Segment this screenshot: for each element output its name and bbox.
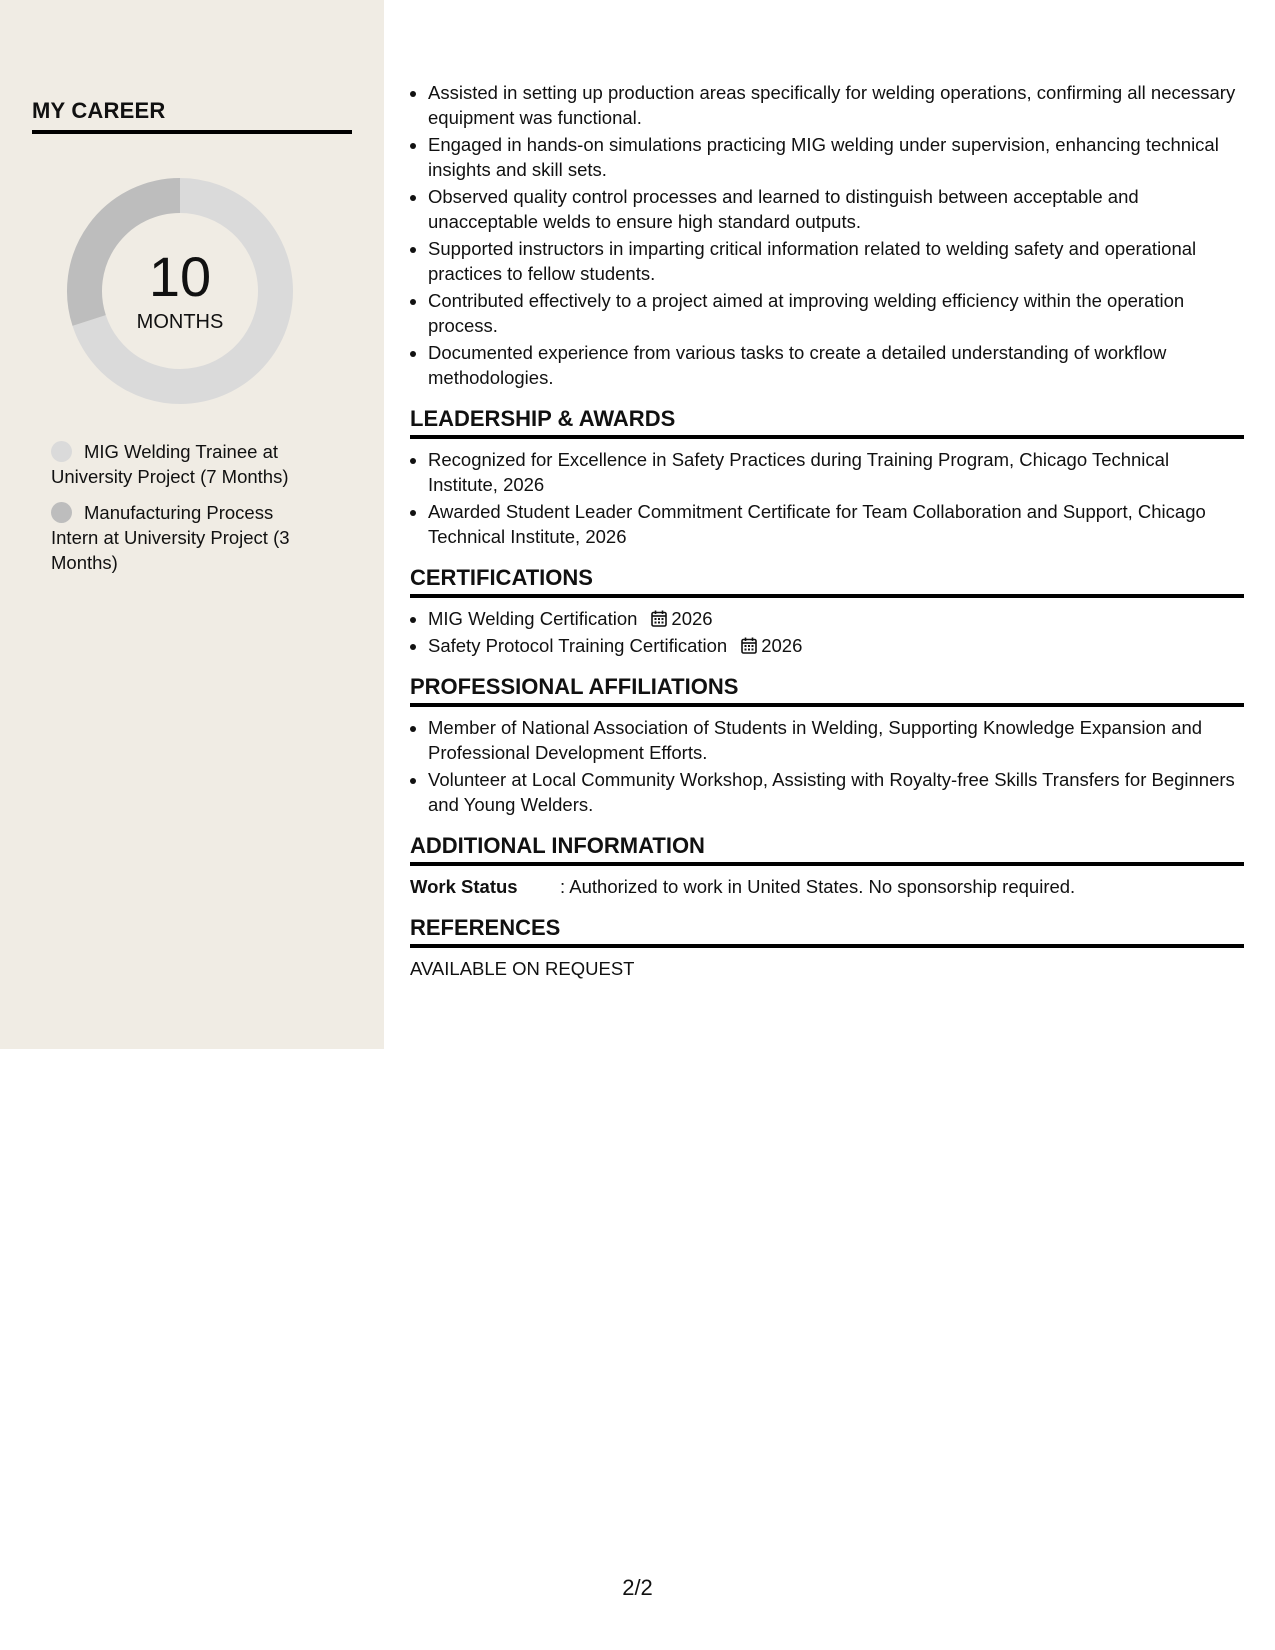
list-item: • Supported instructors in imparting critical information related to welding safety and operational practices to fellow students. bbox=[428, 236, 1244, 286]
donut-total-value: 10 bbox=[148, 245, 212, 308]
cert-entry bbox=[428, 633, 802, 658]
list-item: • Documented experience from various tasks to create a detailed understanding of workflow methodologies. bbox=[428, 340, 1244, 390]
additional-info-heading: ADDITIONAL INFORMATION bbox=[410, 833, 1244, 866]
work-status-value: : Authorized to work in United States. No sponsorship required. bbox=[560, 876, 1076, 897]
experience-bullets bbox=[410, 80, 1244, 390]
list-item: • Contributed effectively to a project aimed at improving welding efficiency within the operation process. bbox=[428, 288, 1244, 338]
career-legend bbox=[51, 439, 311, 586]
list-item: • Recognized for Excellence in Safety Practices during Training Program, Chicago Technical Institute, 2026 bbox=[428, 447, 1244, 497]
references-heading: REFERENCES bbox=[410, 915, 1244, 948]
affiliations-heading: PROFESSIONAL AFFILIATIONS bbox=[410, 674, 1244, 707]
affiliations-list bbox=[410, 715, 1244, 817]
cert-year: 2026 bbox=[761, 635, 803, 656]
career-heading: MY CAREER bbox=[32, 98, 352, 134]
list-item: • Engaged in hands-on simulations practicing MIG welding under supervision, enhancing technical insights and skill sets. bbox=[428, 132, 1244, 182]
career-legend-item bbox=[51, 439, 311, 489]
list-item bbox=[428, 633, 1244, 658]
legend-dot-icon bbox=[51, 441, 72, 462]
main-content bbox=[410, 80, 1244, 981]
legend-dot-icon bbox=[51, 502, 72, 523]
cert-year: 2026 bbox=[671, 608, 713, 629]
references-text: AVAILABLE ON REQUEST bbox=[410, 958, 635, 979]
list-item bbox=[428, 606, 1244, 631]
cert-entry bbox=[428, 606, 713, 631]
cert-name: • Safety Protocol Training Certification bbox=[428, 635, 728, 656]
list-item: • Observed quality control processes and learned to distinguish between acceptable and unacceptable welds to ensure high standard outputs. bbox=[428, 184, 1244, 234]
calendar-icon bbox=[651, 610, 667, 627]
career-legend-item bbox=[51, 500, 311, 575]
career-donut-chart bbox=[66, 177, 294, 405]
work-status-row bbox=[410, 874, 1244, 899]
list-item: • Member of National Association of Students in Welding, Supporting Knowledge Expansion and Professional Development Efforts. bbox=[428, 715, 1244, 765]
sidebar bbox=[0, 0, 384, 1049]
certifications-heading: CERTIFICATIONS bbox=[410, 565, 1244, 598]
page-number: 2/2 bbox=[622, 1575, 653, 1600]
list-item: • Assisted in setting up production areas specifically for welding operations, confirming all necessary equipment was functional. bbox=[428, 80, 1244, 130]
leadership-heading: LEADERSHIP & AWARDS bbox=[410, 406, 1244, 439]
career-legend-label: MIG Welding Trainee at University Project (7 Months) bbox=[51, 441, 289, 487]
career-legend-label: Manufacturing Process Intern at University Project (3 Months) bbox=[51, 502, 290, 573]
leadership-list bbox=[410, 447, 1244, 549]
certifications-list bbox=[410, 606, 1244, 658]
work-status-label: Work Status bbox=[410, 876, 518, 897]
calendar-icon bbox=[741, 637, 757, 654]
list-item: • Volunteer at Local Community Workshop, Assisting with Royalty-free Skills Transfers for Beginners and Young Welders. bbox=[428, 767, 1244, 817]
cert-name: • MIG Welding Certification bbox=[428, 608, 638, 629]
list-item: • Awarded Student Leader Commitment Certificate for Team Collaboration and Support, Chicago Technical Institute, 2026 bbox=[428, 499, 1244, 549]
donut-total-unit: MONTHS bbox=[136, 311, 224, 333]
